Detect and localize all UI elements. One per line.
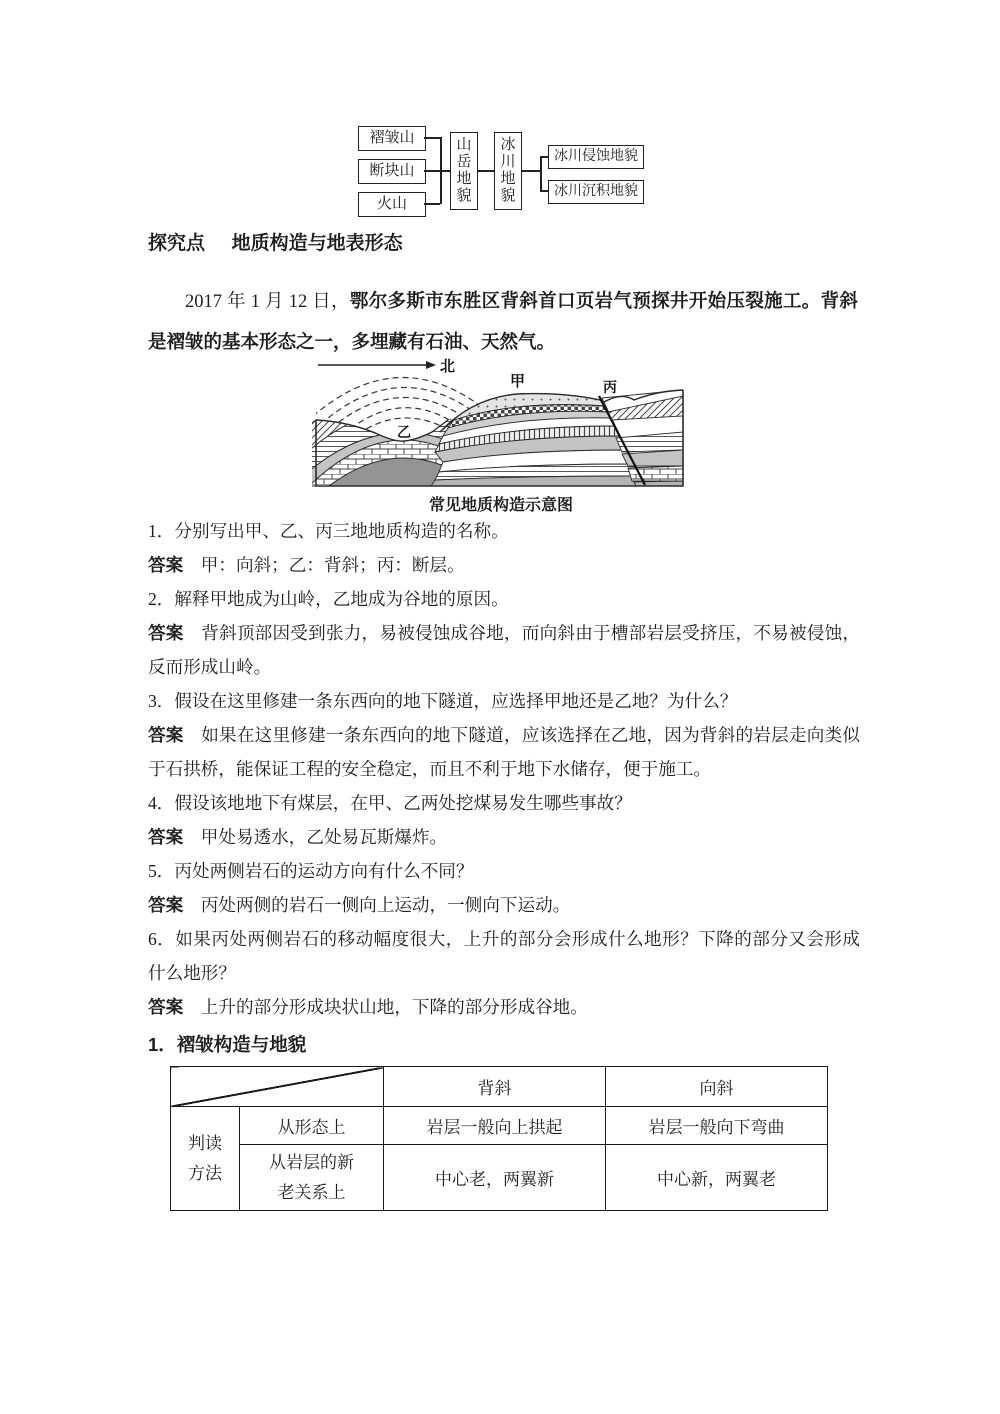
connector-line: [440, 137, 442, 204]
answer-text: 上升的部分形成块状山地，下降的部分形成谷地。: [200, 997, 588, 1017]
flowchart-node-volcano: 火山: [358, 192, 426, 217]
answer-text: 背斜顶部因受到张力，易被侵蚀成谷地，而向斜由于槽部岩层受挤压，不易被侵蚀，反而形成山岭。: [148, 623, 860, 677]
table-cell: 中心老，两翼新: [384, 1145, 606, 1211]
table-cell: 岩层一般向下弯曲: [606, 1107, 828, 1145]
flowchart-node-glacial-erosion-landform: 冰川侵蚀地貌: [548, 145, 644, 169]
answer-4: [148, 820, 860, 854]
row-group-label: 判读方法: [187, 1133, 222, 1183]
table-row-group: [171, 1107, 240, 1211]
answer-text: 甲：向斜；乙：背斜；丙：断层。: [200, 555, 465, 575]
geology-cross-section-figure: [312, 354, 690, 494]
question-6: [148, 922, 860, 990]
label-north: 北: [440, 359, 456, 375]
connector-line: [424, 203, 440, 205]
intro-text: 鄂尔多斯市东胜区背斜首口页岩气预探井开始压裂施工。背斜是褶皱的基本形态之一，多埋藏有石油、天然气。: [148, 289, 858, 352]
question-5: [148, 854, 860, 888]
intro-paragraph: [148, 281, 858, 363]
answer-text: 丙处两侧的岩石一侧向上运动，一侧向下运动。: [200, 895, 571, 915]
qa-section: [148, 514, 860, 1024]
question-1: [148, 514, 860, 548]
label-yi: 乙: [397, 426, 411, 441]
table-col-anticline: 背斜: [384, 1067, 606, 1107]
flowchart-node-fold-mountain: 褶皱山: [358, 126, 426, 151]
connector-line: [540, 156, 542, 192]
connector-line: [540, 190, 548, 192]
question-text: 6．如果丙处两侧岩石的移动幅度很大，上升的部分会形成什么地形？下降的部分又会形成什么地形？: [148, 929, 860, 983]
answer-label: 答案: [148, 895, 184, 915]
flowchart-node-glacial-landform: [494, 132, 522, 210]
answer-label: 答案: [148, 827, 184, 847]
table-col-syncline: 向斜: [606, 1067, 828, 1107]
table-cell: 岩层一般向上拱起: [384, 1107, 606, 1145]
intro-date: 2017 年 1 月 12 日，: [185, 291, 350, 312]
answer-2: [148, 616, 860, 684]
connector-line: [477, 170, 494, 172]
question-3: [148, 684, 860, 718]
table-row-label: [240, 1145, 384, 1211]
answer-3: [148, 718, 860, 786]
answer-6: [148, 990, 860, 1024]
flowchart-node-fault-block-mountain: 断块山: [358, 159, 426, 184]
label-bing: 丙: [603, 381, 617, 396]
table-row-label: [240, 1107, 384, 1145]
answer-label: 答案: [148, 623, 184, 643]
flowchart-node-label: 冰川地貌: [500, 137, 516, 204]
table-cell: 中心新，两翼老: [606, 1145, 828, 1211]
question-text: 4．假设该地地下有煤层，在甲、乙两处挖煤易发生哪些事故？: [148, 793, 632, 813]
figure-caption: 常见地质构造示意图: [428, 497, 573, 514]
flowchart-node-label: 山岳地貌: [456, 137, 472, 204]
explore-title: 地质构造与地表形态: [231, 233, 403, 254]
answer-label: 答案: [148, 997, 184, 1017]
table-diagonal-cell: [171, 1067, 384, 1107]
answer-text: 如果在这里修建一条东西向的地下隧道，应该选择在乙地，因为背斜的岩层走向类似于石拱桥，能保证工程的安全稳定，而且不利于地下水储存，便于施工。: [148, 725, 860, 779]
question-text: 5．丙处两侧岩石的运动方向有什么不同？: [148, 861, 474, 881]
question-text: 3．假设在这里修建一条东西向的地下隧道，应选择甲地还是乙地？为什么？: [148, 691, 738, 711]
connector-line: [424, 170, 450, 172]
section-heading: 1．褶皱构造与地貌: [148, 1034, 307, 1055]
label-jia: 甲: [510, 374, 526, 390]
row-label-text: 从岩层的新老关系上: [268, 1152, 354, 1202]
explore-heading: [148, 228, 403, 255]
question-2: [148, 582, 860, 616]
question-text: 2．解释甲地成为山岭，乙地成为谷地的原因。: [148, 589, 509, 609]
question-4: [148, 786, 860, 820]
flowchart-node-glacial-deposition-landform: 冰川沉积地貌: [548, 180, 644, 204]
fold-structure-table: [170, 1066, 828, 1211]
answer-label: 答案: [148, 555, 184, 575]
connector-line: [540, 156, 548, 158]
flowchart-node-mountain-landform: [450, 132, 478, 210]
answer-1: [148, 548, 860, 582]
answer-5: [148, 888, 860, 922]
connector-line: [521, 170, 540, 172]
answer-text: 甲处易透水，乙处易瓦斯爆炸。: [200, 827, 448, 847]
question-text: 1．分别写出甲、乙、丙三地地质构造的名称。: [148, 521, 509, 541]
row-label-text: 从形态上: [277, 1118, 346, 1137]
connector-line: [424, 137, 440, 139]
answer-label: 答案: [148, 725, 184, 745]
explore-label: 探究点: [148, 233, 206, 254]
